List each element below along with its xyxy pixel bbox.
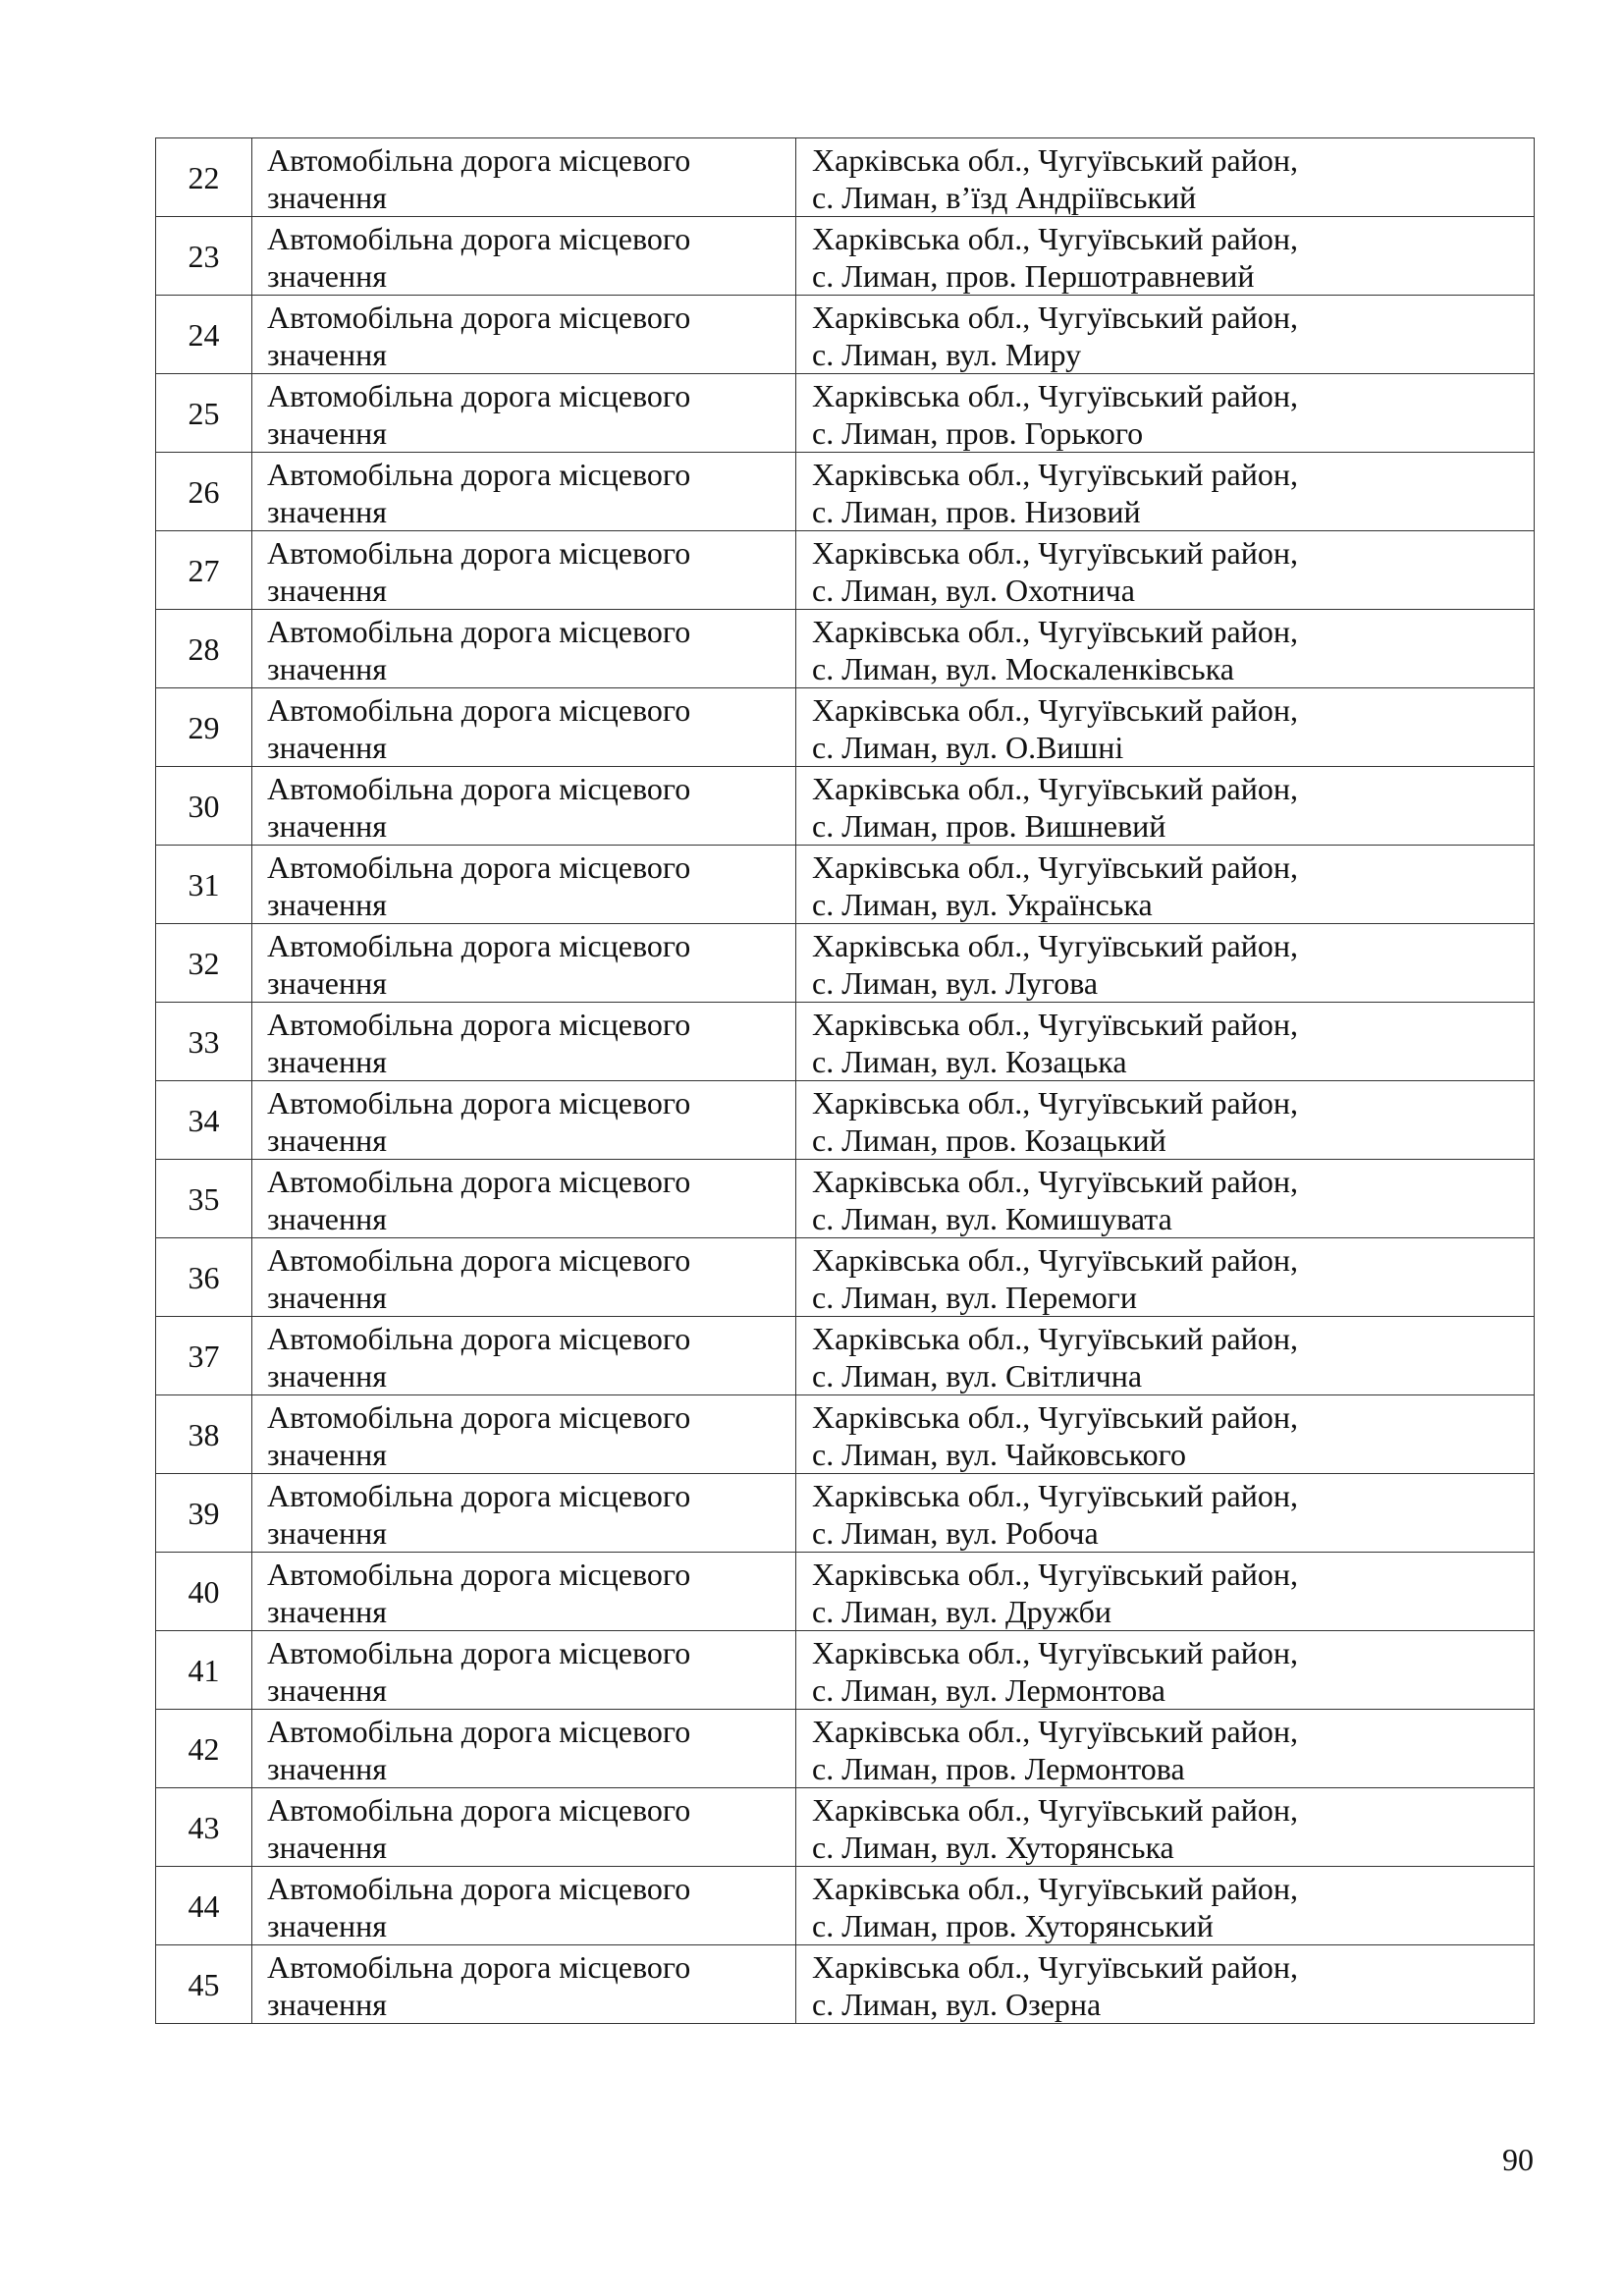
location-line: Харківська обл., Чугуївський район, <box>812 1714 1298 1749</box>
location-line: с. Лиман, в’їзд Андріївський <box>812 180 1197 215</box>
object-type-cell <box>252 453 796 531</box>
table-row <box>156 1945 1535 2024</box>
location-line: Харківська обл., Чугуївський район, <box>812 1557 1298 1592</box>
location-line: с. Лиман, вул. Москаленківська <box>812 651 1234 686</box>
location-line: с. Лиман, вул. Робоча <box>812 1515 1099 1551</box>
location-line: с. Лиман, вул. Миру <box>812 337 1082 372</box>
row-number: 42 <box>156 1710 252 1788</box>
table-row <box>156 138 1535 217</box>
object-type-cell <box>252 1317 796 1395</box>
location-cell <box>796 138 1535 217</box>
object-type-line: значення <box>267 1908 387 1943</box>
object-type-line: Автомобільна дорога місцевого <box>267 1399 691 1435</box>
object-type-line: значення <box>267 1594 387 1629</box>
location-line: с. Лиман, пров. Хуторянський <box>812 1908 1214 1943</box>
object-type-cell <box>252 1238 796 1317</box>
table-row <box>156 846 1535 924</box>
table-row <box>156 1474 1535 1553</box>
row-number: 32 <box>156 924 252 1003</box>
location-cell <box>796 1710 1535 1788</box>
object-type-cell <box>252 374 796 453</box>
object-type-line: значення <box>267 651 387 686</box>
object-type-line: значення <box>267 808 387 844</box>
object-type-line: Автомобільна дорога місцевого <box>267 1007 691 1042</box>
object-type-line: значення <box>267 1830 387 1865</box>
object-type-line: Автомобільна дорога місцевого <box>267 221 691 256</box>
location-line: с. Лиман, вул. Охотнича <box>812 573 1135 608</box>
location-line: Харківська обл., Чугуївський район, <box>812 1399 1298 1435</box>
table-row <box>156 1160 1535 1238</box>
table-row <box>156 217 1535 296</box>
location-cell <box>796 374 1535 453</box>
location-cell <box>796 767 1535 846</box>
object-type-cell <box>252 138 796 217</box>
object-type-line: Автомобільна дорога місцевого <box>267 1478 691 1513</box>
object-type-cell <box>252 610 796 688</box>
location-cell <box>796 1238 1535 1317</box>
row-number: 43 <box>156 1788 252 1867</box>
location-line: Харківська обл., Чугуївський район, <box>812 1478 1298 1513</box>
table-row <box>156 531 1535 610</box>
object-type-cell <box>252 688 796 767</box>
location-line: с. Лиман, пров. Лермонтова <box>812 1751 1185 1786</box>
location-cell <box>796 1553 1535 1631</box>
location-cell <box>796 531 1535 610</box>
row-number: 35 <box>156 1160 252 1238</box>
object-type-line: значення <box>267 258 387 294</box>
object-type-line: значення <box>267 1044 387 1079</box>
location-line: с. Лиман, пров. Горького <box>812 415 1144 451</box>
object-type-line: значення <box>267 1122 387 1158</box>
roads-table-body <box>156 138 1535 2024</box>
location-line: Харківська обл., Чугуївський район, <box>812 1635 1298 1670</box>
object-type-cell <box>252 531 796 610</box>
location-cell <box>796 688 1535 767</box>
location-line: Харківська обл., Чугуївський район, <box>812 1085 1298 1121</box>
location-line: с. Лиман, вул. Комишувата <box>812 1201 1172 1236</box>
object-type-cell <box>252 1788 796 1867</box>
object-type-line: Автомобільна дорога місцевого <box>267 1242 691 1278</box>
object-type-line: значення <box>267 1672 387 1708</box>
location-line: Харківська обл., Чугуївський район, <box>812 300 1298 335</box>
location-cell <box>796 1395 1535 1474</box>
location-line: с. Лиман, вул. Світлична <box>812 1358 1143 1394</box>
location-line: Харківська обл., Чугуївський район, <box>812 771 1298 806</box>
object-type-line: значення <box>267 494 387 529</box>
table-row <box>156 1867 1535 1945</box>
row-number: 27 <box>156 531 252 610</box>
object-type-line: значення <box>267 573 387 608</box>
table-row <box>156 1553 1535 1631</box>
object-type-line: значення <box>267 730 387 765</box>
row-number: 29 <box>156 688 252 767</box>
location-line: Харківська обл., Чугуївський район, <box>812 1949 1298 1985</box>
object-type-line: Автомобільна дорога місцевого <box>267 1714 691 1749</box>
location-line: с. Лиман, вул. Озерна <box>812 1987 1102 2022</box>
object-type-cell <box>252 924 796 1003</box>
location-cell <box>796 846 1535 924</box>
table-row <box>156 1788 1535 1867</box>
object-type-line: Автомобільна дорога місцевого <box>267 1871 691 1906</box>
row-number: 34 <box>156 1081 252 1160</box>
location-line: с. Лиман, вул. Хуторянська <box>812 1830 1174 1865</box>
object-type-cell <box>252 767 796 846</box>
row-number: 44 <box>156 1867 252 1945</box>
row-number: 28 <box>156 610 252 688</box>
object-type-cell <box>252 1631 796 1710</box>
object-type-line: значення <box>267 1201 387 1236</box>
location-line: с. Лиман, вул. Лугова <box>812 965 1099 1001</box>
object-type-cell <box>252 1474 796 1553</box>
location-cell <box>796 1631 1535 1710</box>
object-type-line: Автомобільна дорога місцевого <box>267 142 691 178</box>
object-type-cell <box>252 1081 796 1160</box>
object-type-cell <box>252 1710 796 1788</box>
location-line: с. Лиман, пров. Низовий <box>812 494 1141 529</box>
object-type-line: Автомобільна дорога місцевого <box>267 614 691 649</box>
location-line: с. Лиман, вул. О.Вишні <box>812 730 1124 765</box>
location-line: с. Лиман, пров. Вишневий <box>812 808 1166 844</box>
location-line: с. Лиман, пров. Першотравневий <box>812 258 1255 294</box>
row-number: 23 <box>156 217 252 296</box>
object-type-line: значення <box>267 1358 387 1394</box>
location-cell <box>796 1945 1535 2024</box>
object-type-line: значення <box>267 965 387 1001</box>
object-type-cell <box>252 1160 796 1238</box>
location-cell <box>796 1474 1535 1553</box>
location-line: Харківська обл., Чугуївський район, <box>812 928 1298 963</box>
object-type-line: Автомобільна дорога місцевого <box>267 535 691 571</box>
row-number: 39 <box>156 1474 252 1553</box>
location-line: Харківська обл., Чугуївський район, <box>812 142 1298 178</box>
location-line: Харківська обл., Чугуївський район, <box>812 535 1298 571</box>
object-type-line: Автомобільна дорога місцевого <box>267 1792 691 1828</box>
location-line: Харківська обл., Чугуївський район, <box>812 692 1298 728</box>
location-cell <box>796 924 1535 1003</box>
location-cell <box>796 1867 1535 1945</box>
table-row <box>156 688 1535 767</box>
location-line: Харківська обл., Чугуївський район, <box>812 1007 1298 1042</box>
table-row <box>156 767 1535 846</box>
row-number: 25 <box>156 374 252 453</box>
table-row <box>156 1081 1535 1160</box>
object-type-cell <box>252 1867 796 1945</box>
row-number: 31 <box>156 846 252 924</box>
object-type-line: Автомобільна дорога місцевого <box>267 1085 691 1121</box>
row-number: 37 <box>156 1317 252 1395</box>
table-row <box>156 296 1535 374</box>
object-type-line: значення <box>267 1280 387 1315</box>
object-type-line: значення <box>267 1751 387 1786</box>
location-line: Харківська обл., Чугуївський район, <box>812 1242 1298 1278</box>
object-type-line: Автомобільна дорога місцевого <box>267 771 691 806</box>
location-line: с. Лиман, вул. Дружби <box>812 1594 1112 1629</box>
row-number: 22 <box>156 138 252 217</box>
location-line: с. Лиман, вул. Перемоги <box>812 1280 1137 1315</box>
object-type-line: Автомобільна дорога місцевого <box>267 1635 691 1670</box>
location-line: Харківська обл., Чугуївський район, <box>812 614 1298 649</box>
location-cell <box>796 1317 1535 1395</box>
location-line: Харківська обл., Чугуївський район, <box>812 378 1298 413</box>
location-line: с. Лиман, пров. Козацький <box>812 1122 1166 1158</box>
location-cell <box>796 453 1535 531</box>
object-type-line: Автомобільна дорога місцевого <box>267 1949 691 1985</box>
object-type-cell <box>252 1945 796 2024</box>
location-cell <box>796 1160 1535 1238</box>
row-number: 38 <box>156 1395 252 1474</box>
table-row <box>156 1395 1535 1474</box>
location-line: Харківська обл., Чугуївський район, <box>812 1164 1298 1199</box>
table-row <box>156 374 1535 453</box>
location-line: Харківська обл., Чугуївський район, <box>812 1321 1298 1356</box>
object-type-line: Автомобільна дорога місцевого <box>267 1321 691 1356</box>
object-type-line: значення <box>267 1515 387 1551</box>
object-type-cell <box>252 1003 796 1081</box>
object-type-line: значення <box>267 1987 387 2022</box>
object-type-line: значення <box>267 180 387 215</box>
location-cell <box>796 1003 1535 1081</box>
table-row <box>156 610 1535 688</box>
row-number: 41 <box>156 1631 252 1710</box>
object-type-cell <box>252 1553 796 1631</box>
row-number: 30 <box>156 767 252 846</box>
location-line: с. Лиман, вул. Лермонтова <box>812 1672 1165 1708</box>
object-type-line: Автомобільна дорога місцевого <box>267 928 691 963</box>
row-number: 40 <box>156 1553 252 1631</box>
object-type-line: Автомобільна дорога місцевого <box>267 1557 691 1592</box>
object-type-line: значення <box>267 887 387 922</box>
location-cell <box>796 610 1535 688</box>
location-line: с. Лиман, вул. Українська <box>812 887 1153 922</box>
object-type-line: Автомобільна дорога місцевого <box>267 849 691 885</box>
row-number: 45 <box>156 1945 252 2024</box>
object-type-line: значення <box>267 337 387 372</box>
object-type-line: Автомобільна дорога місцевого <box>267 378 691 413</box>
location-line: Харківська обл., Чугуївський район, <box>812 457 1298 492</box>
location-cell <box>796 1788 1535 1867</box>
location-cell <box>796 1081 1535 1160</box>
page-number: 90 <box>1502 2142 1534 2177</box>
table-row <box>156 1317 1535 1395</box>
table-row <box>156 453 1535 531</box>
location-cell <box>796 296 1535 374</box>
table-row <box>156 924 1535 1003</box>
location-line: Харківська обл., Чугуївський район, <box>812 849 1298 885</box>
location-line: Харківська обл., Чугуївський район, <box>812 221 1298 256</box>
location-cell <box>796 217 1535 296</box>
row-number: 33 <box>156 1003 252 1081</box>
object-type-cell <box>252 217 796 296</box>
object-type-line: значення <box>267 415 387 451</box>
row-number: 24 <box>156 296 252 374</box>
object-type-cell <box>252 296 796 374</box>
object-type-line: значення <box>267 1437 387 1472</box>
object-type-line: Автомобільна дорога місцевого <box>267 692 691 728</box>
object-type-line: Автомобільна дорога місцевого <box>267 300 691 335</box>
location-line: Харківська обл., Чугуївський район, <box>812 1871 1298 1906</box>
row-number: 26 <box>156 453 252 531</box>
location-line: Харківська обл., Чугуївський район, <box>812 1792 1298 1828</box>
table-row <box>156 1238 1535 1317</box>
object-type-cell <box>252 1395 796 1474</box>
location-line: с. Лиман, вул. Козацька <box>812 1044 1127 1079</box>
row-number: 36 <box>156 1238 252 1317</box>
object-type-cell <box>252 846 796 924</box>
table-row <box>156 1631 1535 1710</box>
object-type-line: Автомобільна дорога місцевого <box>267 1164 691 1199</box>
roads-table <box>155 137 1535 2024</box>
object-type-line: Автомобільна дорога місцевого <box>267 457 691 492</box>
location-line: с. Лиман, вул. Чайковського <box>812 1437 1186 1472</box>
table-row <box>156 1003 1535 1081</box>
table-row <box>156 1710 1535 1788</box>
